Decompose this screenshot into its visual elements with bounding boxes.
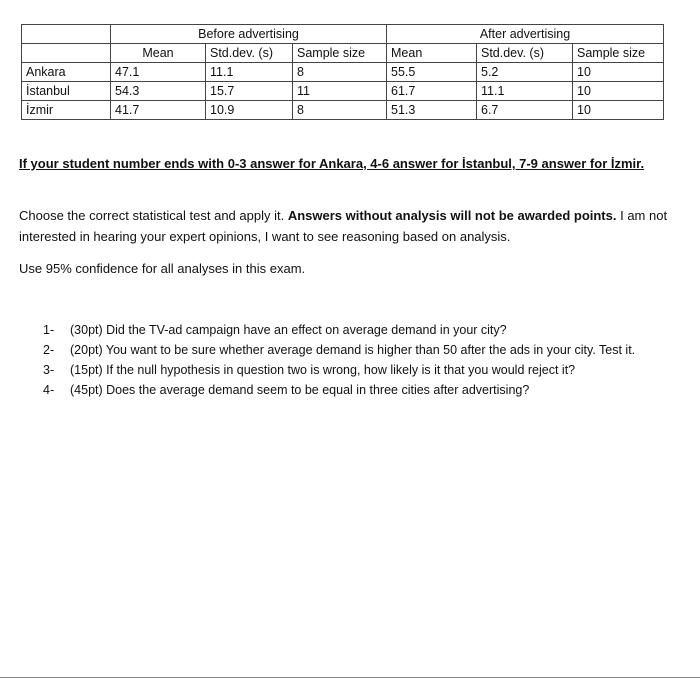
question-text: (30pt) Did the TV-ad campaign have an effect on average demand in your city? (70, 323, 507, 337)
instructions-text: Choose the correct statistical test and apply it. (19, 208, 288, 223)
statistics-table (21, 24, 664, 120)
list-item (43, 340, 683, 360)
table-corner-cell (22, 25, 111, 44)
question-number: 1- (43, 323, 55, 337)
table-cell: 15.7 (206, 82, 293, 101)
after-advertising-header: After advertising (387, 25, 664, 44)
column-header: Mean (111, 44, 206, 63)
question-number: 2- (43, 343, 55, 357)
table-cell: 11.1 (206, 63, 293, 82)
page-bottom-divider (0, 677, 700, 678)
table-cell: 8 (293, 63, 387, 82)
column-header: Mean (387, 44, 477, 63)
table-cell: 8 (293, 101, 387, 120)
question-text: (15pt) If the null hypothesis in question two is wrong, how likely is it that you would reject it? (70, 363, 576, 377)
table-cell: 6.7 (477, 101, 573, 120)
instructions-text-continued: I am not interested in hearing your expert opinions, I want to see reasoning based on analysis. (19, 208, 668, 244)
city-assignment-instruction: If your student number ends with 0-3 answer for Ankara, 4-6 answer for İstanbul, 7-9 answer for İzmir. (19, 156, 645, 171)
question-text: (20pt) You want to be sure whether average demand is higher than 50 after the ads in your city. Test it. (70, 343, 636, 357)
row-city-label: İzmir (22, 101, 111, 120)
table-cell: 11 (293, 82, 387, 101)
table-cell: 10.9 (206, 101, 293, 120)
question-number: 3- (43, 363, 55, 377)
table-cell: 10 (573, 63, 664, 82)
table-row (22, 63, 664, 82)
question-list (43, 320, 683, 400)
column-header: Sample size (293, 44, 387, 63)
table-corner-cell (22, 44, 111, 63)
table-cell: 10 (573, 101, 664, 120)
instructions-bold-warning: Answers without analysis will not be awarded points. (287, 208, 617, 223)
table-column-header-row (22, 44, 664, 63)
table-cell: 41.7 (111, 101, 206, 120)
row-city-label: Ankara (22, 63, 111, 82)
before-advertising-header: Before advertising (111, 25, 387, 44)
list-item (43, 320, 683, 340)
table-cell: 11.1 (477, 82, 573, 101)
table-cell: 10 (573, 82, 664, 101)
table-cell: 55.5 (387, 63, 477, 82)
table-cell: 51.3 (387, 101, 477, 120)
column-header: Std.dev. (s) (206, 44, 293, 63)
table-row (22, 82, 664, 101)
column-header: Std.dev. (s) (477, 44, 573, 63)
question-number: 4- (43, 383, 55, 397)
list-item (43, 380, 683, 400)
table-row (22, 101, 664, 120)
confidence-note: Use 95% confidence for all analyses in this exam. (19, 261, 306, 276)
list-item (43, 360, 683, 380)
table-cell: 61.7 (387, 82, 477, 101)
question-text: (45pt) Does the average demand seem to be equal in three cities after advertising? (70, 383, 530, 397)
table-cell: 5.2 (477, 63, 573, 82)
table-group-header-row (22, 25, 664, 44)
column-header: Sample size (573, 44, 664, 63)
table-cell: 54.3 (111, 82, 206, 101)
table-cell: 47.1 (111, 63, 206, 82)
row-city-label: İstanbul (22, 82, 111, 101)
instructions-paragraph (19, 205, 679, 247)
